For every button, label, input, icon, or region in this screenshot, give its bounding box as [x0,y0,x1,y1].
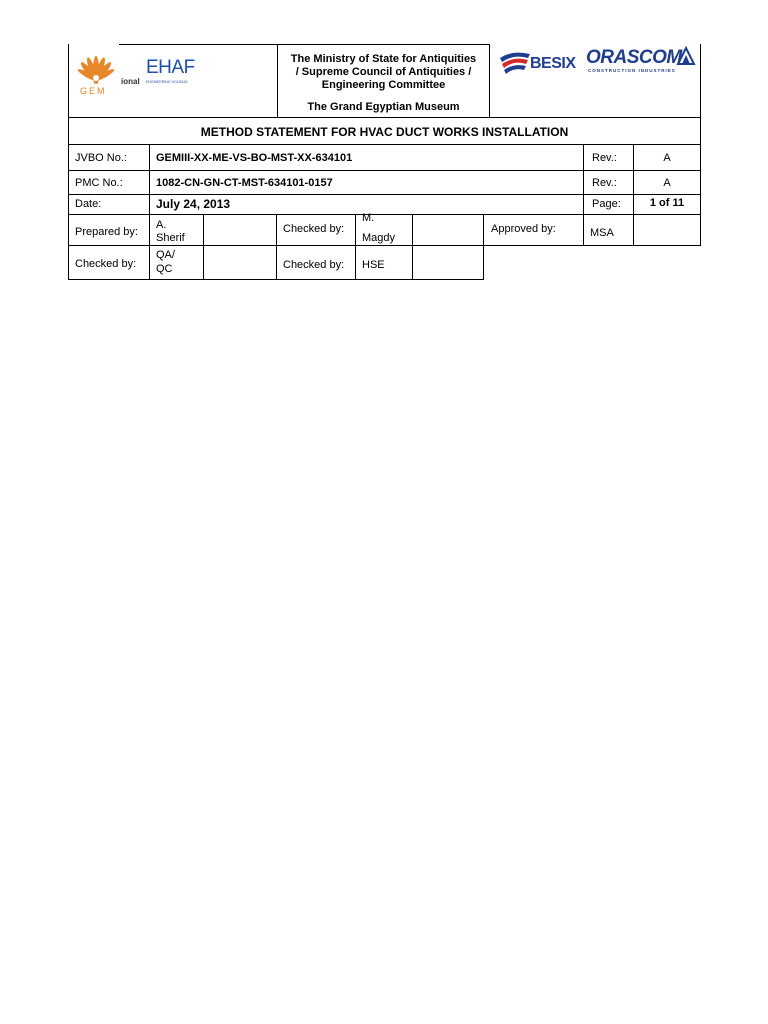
besix-logo: BESIX [530,55,576,72]
jvbo-value: GEMIII-XX-ME-VS-BO-MST-XX-634101 [156,152,353,164]
ehaf-tagline: ENGINEERING HOLDING [146,80,188,84]
jvbo-label: JVBO No.: [75,152,127,164]
sig2-col-border [412,214,413,280]
ehaf-prefix: ional [121,77,140,86]
row-2-top-border [68,170,701,171]
rev-value-1: A [663,152,671,164]
approved-by-value: MSA [590,227,614,239]
checked-by-label-1: Checked by: [283,223,345,235]
rev-label-1: Rev.: [592,152,617,164]
prepared-by-label: Prepared by: [75,226,138,238]
rev-value-2: A [663,177,671,189]
ministry-line-2: / Supreme Council of Antiquities / [295,66,472,78]
row-4-top-border [68,214,701,215]
label-col-border [149,144,150,280]
pmc-value: 1082-CN-GN-CT-MST-634101-0157 [156,177,333,189]
row-1-top-border [68,144,701,145]
approved-label-col-border [483,214,484,280]
besix-swoosh-icon [498,48,532,76]
value-col-border [583,144,584,214]
prepared-by-value-line-2: Sherif [156,232,185,244]
header-top-border-left [119,44,489,45]
page-value: 1 of 11 [649,197,685,209]
approved-by-label: Approved by: [491,223,556,235]
ehaf-logo: EHAF [146,57,195,78]
date-value: July 24, 2013 [156,197,231,211]
orascom-logo: ORASCOM [586,47,682,68]
checked-by-label-3: Checked by: [283,259,345,271]
prepared-by-value-line-1: A. [156,219,167,231]
date-label: Date: [75,198,102,210]
row-3-top-border [68,194,701,195]
checked-by-value-2-line-1: QA/ [156,249,175,261]
checked-by-value-1-line-2: Magdy [362,232,396,244]
table-right-border [700,144,701,246]
page-label: Page: [592,198,621,210]
pmc-label: PMC No.: [75,177,123,189]
museum-name: The Grand Egyptian Museum [307,101,460,113]
header-divider-2 [489,44,490,117]
checked-by-label-2: Checked by: [75,258,137,270]
checked-value-col-border [355,214,356,280]
checked-label-col-border [276,214,277,280]
header-right-border [700,44,701,117]
table-left-border [68,144,69,280]
checked-by-value-3: HSE [362,259,385,271]
row-5-top-border [68,245,701,246]
orascom-mark-icon [676,46,696,66]
ministry-line-1: The Ministry of State for Antiquities [290,53,477,65]
rev-label-2: Rev.: [592,177,617,189]
ministry-line-3: Engineering Committee [321,79,446,91]
gem-logo-text: GEM [80,86,107,96]
approved-sig-col-border [633,214,634,246]
approved-value-col-border [583,214,584,246]
checked-by-value-1-line-1: M. [362,212,375,224]
sig1-col-border [203,214,204,280]
document-title: METHOD STATEMENT FOR HVAC DUCT WORKS INSTALLATION [200,125,569,139]
header-left-border [68,44,69,117]
title-top-border [68,117,701,118]
orascom-tagline: CONSTRUCTION INDUSTRIES [588,68,676,73]
checked-by-value-2-line-2: QC [156,263,173,275]
